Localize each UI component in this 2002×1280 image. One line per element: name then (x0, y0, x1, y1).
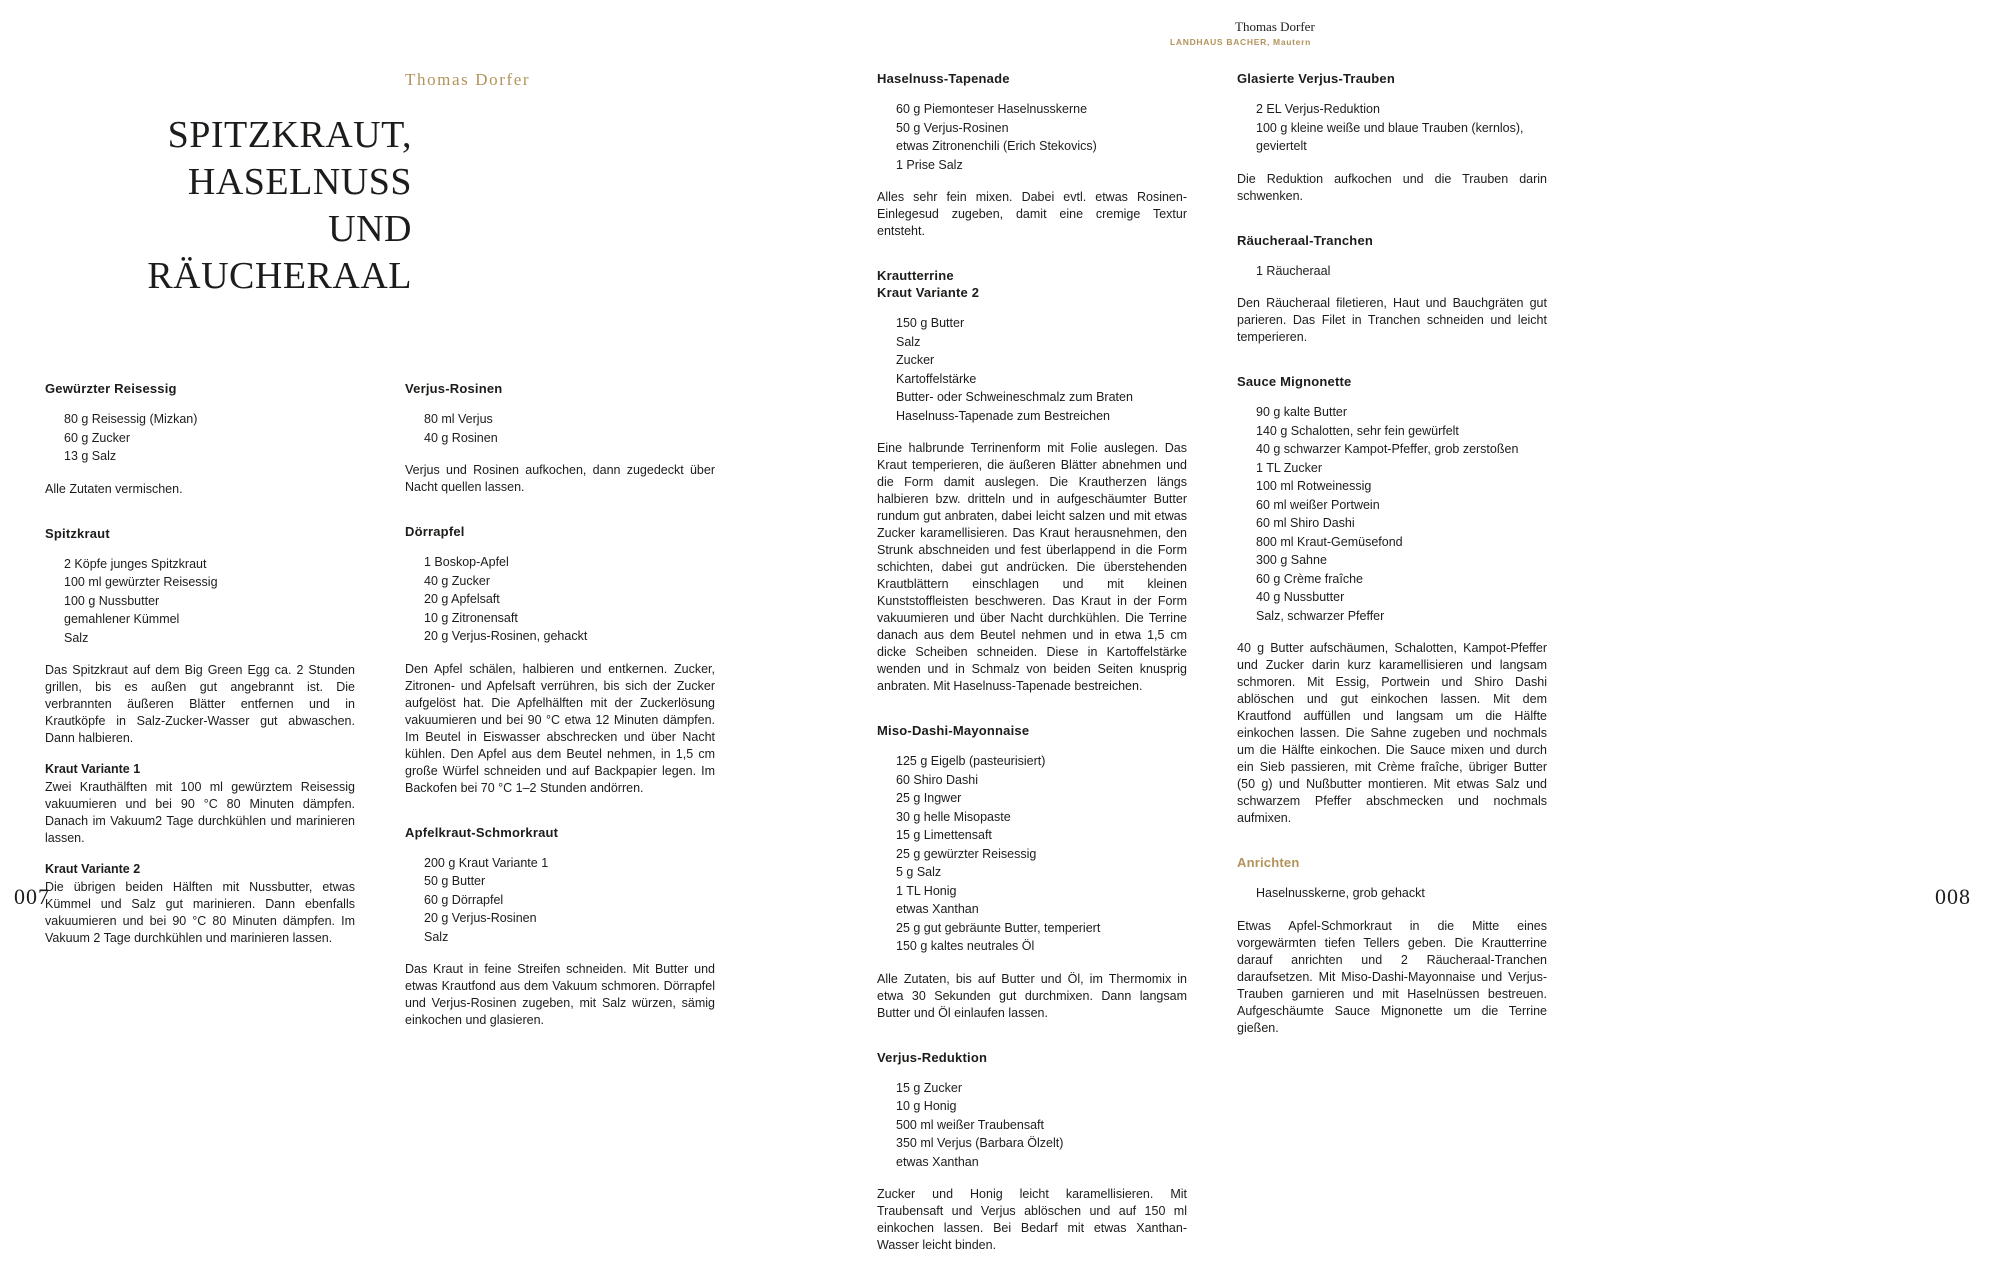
section-heading: Sauce Mignonette (1237, 374, 1352, 389)
ingredient-item: 50 g Butter (424, 874, 486, 888)
method-paragraph: Alle Zutaten, bis auf Butter und Öl, im Thermomix in etwa 30 Sekunden gut durchmixen. Dann langsam Butter und Öl einlaufen lassen. (877, 971, 1187, 1020)
right-page-columns (877, 70, 1547, 1280)
ingredient-item: 10 g Zitronensaft (424, 610, 518, 625)
ingredient-item: 800 ml Kraut-Gemüsefond (1256, 534, 1403, 549)
recipe-section (877, 70, 1187, 240)
recipe-section (1237, 232, 1547, 347)
ingredient-item: 500 ml weißer Traubensaft (896, 1117, 1044, 1132)
ingredient-item: 200 g Kraut Variante 1 (424, 855, 549, 870)
ingredient-item: etwas Zitronenchili (Erich Stekovics) (896, 139, 1097, 153)
ingredient-item: 100 ml Rotweinessig (1256, 479, 1372, 493)
ingredient-item: etwas Xanthan (896, 902, 979, 916)
ingredient-item: 40 g Rosinen (424, 430, 498, 445)
page-number-left: 007 (14, 884, 50, 909)
ingredient-item: 20 g Verjus-Rosinen (424, 911, 537, 925)
ingredient-item: 15 g Zucker (896, 1080, 963, 1095)
ingredient-item: etwas Xanthan (896, 1154, 979, 1169)
recipe-column (1237, 70, 1547, 1064)
method-paragraph: Die übrigen beiden Hälften mit Nussbutter, etwas Kümmel und Salz gut marinieren. Dann ebenfalls vakuumieren und bei 90 °C 80 Minuten dämpfen. Im Vakuum 2 Tage durchkühlen und marinieren lassen. (45, 880, 355, 945)
ingredient-item: 30 g helle Misopaste (896, 809, 1011, 824)
method-paragraph: Den Apfel schälen, halbieren und entkernen. Zucker, Zitronen- und Apfelsaft verrühren, bis sich der Zucker aufgelöst hat. Die Apfelhälften mit der Zuckerlösung vakuumieren und bei 90 °C etwa 12 Minuten dämpfen. Im Beutel in Eiswasser abschrecken und über Nacht kühlen. Den Apfel aus dem Beutel nehmen, in 1,5 cm große Würfel schneiden und auf Backpapier legen. Im Backofen bei 70 °C 1–2 Stunden andörren. (405, 661, 715, 795)
left-page-columns (45, 380, 715, 1056)
recipe-column (405, 380, 715, 1056)
ingredient-item: Haselnusskerne, grob gehackt (1256, 886, 1425, 900)
recipe-column (45, 380, 355, 974)
ingredient-item: 5 g Salz (896, 865, 942, 879)
ingredient-list (1256, 100, 1547, 156)
ingredient-item: 150 g Butter (896, 316, 965, 330)
chef-name: Thomas Dorfer (1235, 19, 1315, 34)
method-paragraph: Alle Zutaten vermischen. (45, 481, 183, 496)
ingredient-item: 350 ml Verjus (Barbara Ölzelt) (896, 1136, 1064, 1150)
ingredient-item: 60 g Dörrapfel (424, 892, 504, 907)
ingredient-list (896, 100, 1187, 174)
ingredient-list (1256, 403, 1547, 625)
ingredient-item: 100 g Nussbutter (64, 593, 160, 608)
method-paragraph: 40 g Butter aufschäumen, Schalotten, Kampot-Pfeffer und Zucker darin kurz karamellisieren und langsam schmoren. Mit Essig, Portwein und Shiro Dashi ablöschen und gut einkochen lassen. Mit dem Krautfond auffüllen und langsam um die Hälfte einkochen lassen. Die Sahne zugeben und nochmals um die Hälfte einkochen. Die Sauce mixen und durch ein Sieb passieren, mit Crème fraîche, übriger Butter (50 g) und Nußbutter montieren. Mit etwas Salz und schwarzem Pfeffer abschmecken und nochmals aufmixen. (1237, 641, 1547, 825)
ingredient-item: 60 ml Shiro Dashi (1256, 516, 1355, 530)
ingredient-list (424, 410, 715, 447)
recipe-section (877, 722, 1187, 1022)
chef-name: Thomas Dorfer (405, 70, 531, 89)
ingredient-item: Salz (64, 630, 89, 645)
ingredient-list (896, 1079, 1187, 1172)
recipe-section (45, 380, 355, 498)
variant-subheading: Kraut Variante 1 (45, 762, 141, 776)
restaurant-name: LANDHAUS BACHER, Mautern (1170, 37, 1311, 47)
ingredient-item: 125 g Eigelb (pasteurisiert) (896, 754, 1046, 768)
ingredient-item: 1 TL Zucker (1256, 460, 1322, 475)
section-heading: Haselnuss-Tapenade (877, 71, 1010, 86)
ingredient-item: 60 g Zucker (64, 430, 131, 445)
ingredient-item: 20 g Apfelsaft (424, 592, 500, 606)
ingredient-item: 60 ml weißer Portwein (1256, 497, 1380, 512)
ingredient-item: 80 g Reisessig (Mizkan) (64, 412, 198, 426)
ingredient-item: 10 g Honig (896, 1099, 957, 1113)
section-heading: Miso-Dashi-Mayonnaise (877, 723, 1030, 738)
ingredient-item: Butter- oder Schweineschmalz zum Braten (896, 390, 1133, 404)
section-heading: Glasierte Verjus-Trauben (1237, 71, 1395, 86)
recipe-section (1237, 373, 1547, 827)
ingredient-item: 2 EL Verjus-Reduktion (1256, 102, 1380, 116)
ingredient-item: 40 g Zucker (424, 573, 491, 588)
ingredient-item: 80 ml Verjus (424, 412, 493, 426)
ingredient-item: 2 Köpfe junges Spitzkraut (64, 556, 207, 571)
method-paragraph: Zucker und Honig leicht karamellisieren. Mit Traubensaft und Verjus ablöschen und auf 150 ml einkochen lassen. Bei Bedarf mit etwas Xanthan-Wasser leicht binden. (877, 1187, 1187, 1252)
recipe-section (1237, 70, 1547, 205)
recipe-section (405, 824, 715, 1030)
ingredient-item: Salz, schwarzer Pfeffer (1256, 608, 1385, 623)
recipe-section (45, 525, 355, 948)
ingredient-item: gemahlener Kümmel (64, 612, 180, 626)
ingredient-item: 1 Boskop-Apfel (424, 555, 509, 569)
ingredient-item: 100 g kleine weiße und blaue Trauben (kernlos), geviertelt (1256, 120, 1524, 153)
section-heading: Verjus-Rosinen (405, 381, 503, 396)
section-heading: Dörrapfel (405, 524, 465, 539)
recipe-section (405, 523, 715, 797)
method-paragraph: Das Kraut in feine Streifen schneiden. Mit Butter und etwas Krautfond aus dem Vakuum schmoren. Dörrapfel und Verjus-Rosinen zugeben, mit Salz würzen, sämig einkochen und glasieren. (405, 962, 715, 1027)
section-heading: Spitzkraut (45, 525, 110, 541)
ingredient-item: 1 Prise Salz (896, 157, 963, 172)
section-heading: Gewürzter Reisessig (45, 381, 177, 396)
method-paragraph: Den Räucheraal filetieren, Haut und Bauchgräten gut parieren. Das Filet in Tranchen schneiden und leicht temperieren. (1237, 296, 1547, 344)
ingredient-item: 13 g Salz (64, 449, 117, 463)
section-heading: Krautterrine Kraut Variante 2 (877, 268, 980, 300)
ingredient-item: Haselnuss-Tapenade zum Bestreichen (896, 408, 1111, 423)
ingredient-item: 60 Shiro Dashi (896, 772, 978, 787)
ingredient-item: 1 TL Honig (896, 883, 957, 898)
recipe-title: SPITZKRAUT, HASELNUSS UND RÄUCHERAAL (147, 114, 412, 297)
ingredient-item: 40 g schwarzer Kampot-Pfeffer, grob zerstoßen (1256, 442, 1519, 456)
method-paragraph: Etwas Apfel-Schmorkraut in die Mitte eines vorgewärmten tiefen Tellers geben. Die Krautterrine darauf anrichten und 2 Räucheraal-Tranchen daraufsetzen. Mit Miso-Dashi-Mayonnaise und Verjus-Trauben garnieren und mit Haselnüssen bestreuen. Aufgeschäumte Sauce Mignonette um die Terrine gießen. (1237, 918, 1547, 1035)
ingredient-item: 40 g Nussbutter (1256, 590, 1345, 604)
ingredient-item: 25 g gut gebräunte Butter, temperiert (896, 920, 1101, 935)
ingredient-item: 50 g Verjus-Rosinen (896, 120, 1009, 135)
recipe-section (877, 267, 1187, 695)
ingredient-list (896, 752, 1187, 956)
recipe-section (877, 1049, 1187, 1255)
ingredient-list (896, 314, 1187, 425)
ingredient-list (1256, 262, 1547, 281)
ingredient-item: 25 g gewürzter Reisessig (896, 846, 1037, 861)
recipe-section (405, 380, 715, 496)
recipe-section (1237, 854, 1547, 1037)
ingredient-list (64, 555, 355, 648)
method-paragraph: Das Spitzkraut auf dem Big Green Egg ca. 2 Stunden grillen, bis es außen gut angebrannt ist. Die verbrannten äußeren Blätter entfernen und in Krautköpfe in Salz-Zucker-Wasser gut abwaschen. Dann halbieren. (45, 663, 355, 745)
method-paragraph: Alles sehr fein mixen. Dabei evtl. etwas Rosinen-Einlegesud zugeben, damit eine cremige Textur entsteht. (877, 190, 1187, 238)
ingredient-item: 60 g Piemonteser Haselnusskerne (896, 102, 1088, 116)
ingredient-item: 15 g Limettensaft (896, 828, 992, 842)
ingredient-item: 60 g Crème fraîche (1256, 571, 1363, 586)
ingredient-item: Salz (896, 334, 921, 349)
ingredient-item: Zucker (896, 353, 935, 367)
ingredient-item: 25 g Ingwer (896, 791, 962, 805)
ingredient-item: 90 g kalte Butter (1256, 405, 1348, 419)
ingredient-item: 20 g Verjus-Rosinen, gehackt (424, 629, 588, 643)
ingredient-item: 150 g kaltes neutrales Öl (896, 939, 1035, 953)
method-paragraph: Eine halbrunde Terrinenform mit Folie auslegen. Das Kraut temperieren, die äußeren Blätter abnehmen und die Form damit auslegen. Die Krautherzen längs halbieren bzw. dritteln und in aufgeschäumter Butter rundum gut anbraten, dabei leicht salzen und mit etwas Zucker karamellisieren. Das Kraut herausnehmen, den Strunk abschneiden und fest überlappend in die Form schichten, dabei gut andrücken. Die überstehenden Krautblättern einschlagen und mit kleinen Kunststoffleisten beschweren. Das Kraut in der Form vakuumieren und über Nacht durchkühlen. Die Terrine danach aus dem Beutel nehmen und in etwa 1,5 cm dicke Scheiben schneiden. Diese in Kartoffelstärke wenden und in Schmalz von beiden Seiten knusprig anbraten. Mit Haselnuss-Tapenade bestreichen. (877, 441, 1187, 693)
recipe-column (877, 70, 1187, 1280)
ingredient-list (64, 410, 355, 466)
section-heading: Apfelkraut-Schmorkraut (405, 824, 559, 840)
page-number-right: 008 (1935, 884, 1971, 909)
ingredient-item: 1 Räucheraal (1256, 263, 1331, 278)
section-heading: Räucheraal-Tranchen (1237, 232, 1374, 248)
ingredient-item: 100 ml gewürzter Reisessig (64, 575, 218, 589)
ingredient-item: 300 g Sahne (1256, 553, 1327, 567)
section-heading: Anrichten (1237, 855, 1300, 870)
section-heading: Verjus-Reduktion (877, 1049, 988, 1065)
method-paragraph: Verjus und Rosinen aufkochen, dann zugedeckt über Nacht quellen lassen. (405, 463, 715, 494)
ingredient-item: Salz (424, 929, 449, 944)
method-paragraph: Zwei Krauthälften mit 100 ml gewürztem Reisessig vakuumieren und bei 90 °C 80 Minuten dämpfen. Danach im Vakuum2 Tage durchkühlen und marinieren lassen. (45, 780, 355, 845)
ingredient-list (1256, 884, 1547, 903)
variant-subheading: Kraut Variante 2 (45, 862, 141, 876)
ingredient-list (424, 553, 715, 646)
ingredient-item: 140 g Schalotten, sehr fein gewürfelt (1256, 423, 1459, 438)
ingredient-list (424, 854, 715, 947)
method-paragraph: Die Reduktion aufkochen und die Trauben darin schwenken. (1237, 171, 1547, 203)
ingredient-item: Kartoffelstärke (896, 371, 977, 386)
